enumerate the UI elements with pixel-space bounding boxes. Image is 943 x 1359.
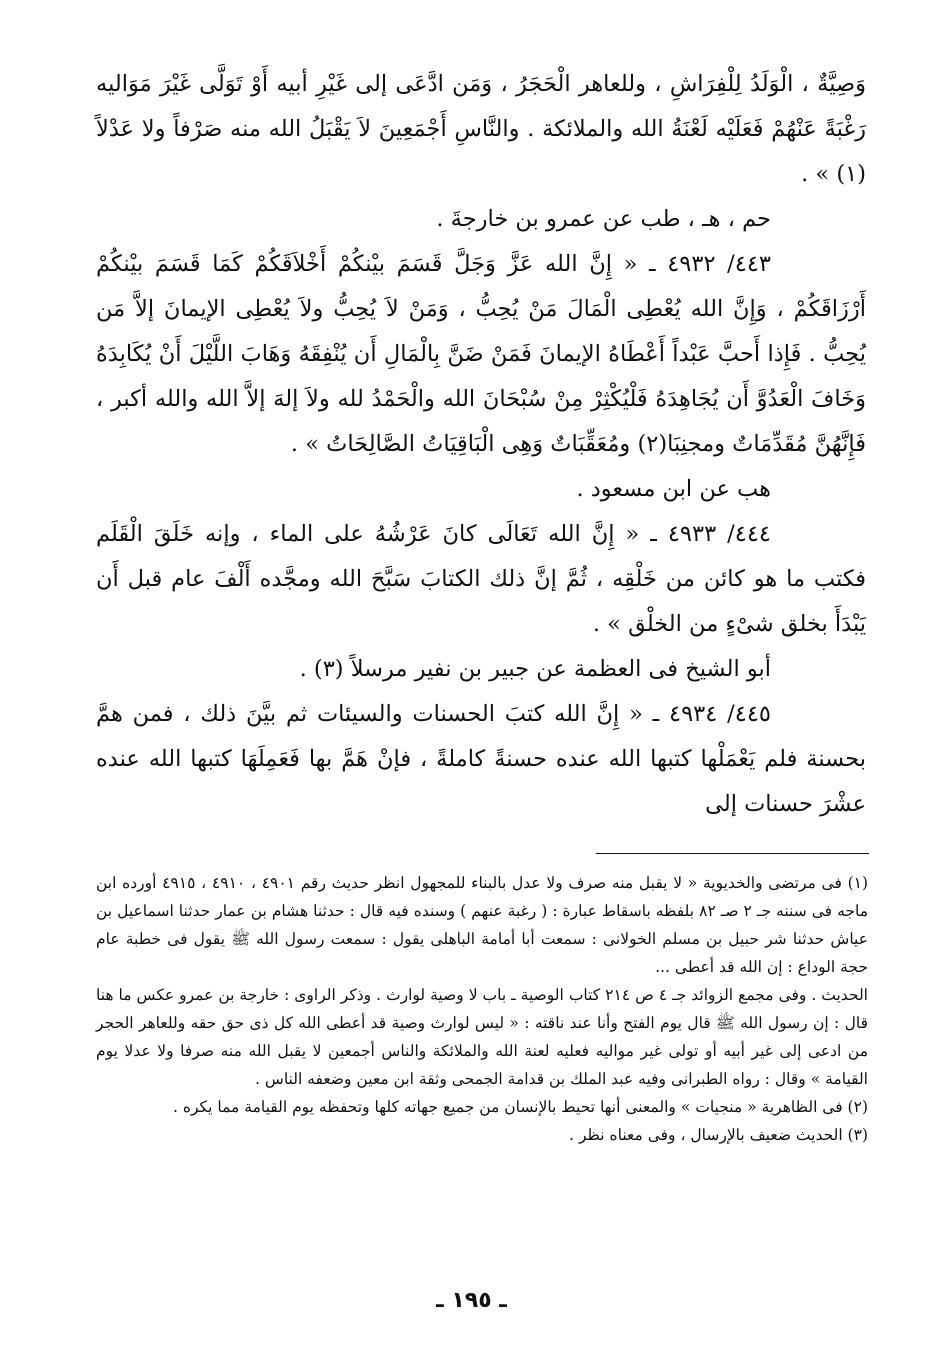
footnote-1: (١) فى مرتضى والخديوية « لا يقبل منه صرف ولا عدل بالبناء للمجهول انظر حديث رقم ٤٩٠١ ، ٤٩١٠ ، ٤٩١٥ أورده ابن ماجه فى سننه جـ ٢ صـ ٨٢ بلفظه باسقاط عبارة : ( رغبة عنهم ) وسنده فيه قال : حدثنا هشام بن عمار حدثنا اسماعيل بن عياش حدثنا شر حبيل بن مسلم الخولانى : سمعت أبا أمامة الباهلى يقول : سمعت رسول الله ﷺ يقول فى خطبة عام حجة الوداع : إن الله قد أعطى ... xyxy=(96,874,869,976)
hadith-source: هب عن ابن مسعود . xyxy=(576,476,771,502)
hadith-entry-4933: ٤٤٤/ ٤٩٣٣ ـ « إِنَّ الله تَعَالَى كانَ عَرْشُهُ على الماء ، وإنه خَلَقَ الْقَلَم فكتب ما هو كائن من خَلْقِه ، ثُمَّ إنَّ ذلك الكتابَ سَبَّحَ الله ومجَّده أَلْفَ عام قبل أَن يَبْدَأَ بخلق شىْءٍ من الخلْق » . xyxy=(96,521,866,637)
footnote-divider xyxy=(596,853,869,854)
footnote-2: (٢) فى الظاهرية « منجيات » والمعنى أنها تحيط بالإنسان من جميع جهاته كلها وتحفظه يوم القيامة مما يكره . xyxy=(173,1098,868,1116)
page-number: ـ ١٩٥ ـ xyxy=(436,1288,507,1313)
main-text xyxy=(96,62,866,827)
footnote-3: (٣) الحديث ضعيف بالإرسال ، وفى معناه نظر . xyxy=(569,1126,868,1144)
footnotes xyxy=(96,869,870,1149)
hadith-source: أبو الشيخ فى العظمة عن جبير بن نفير مرسلاً (٣) . xyxy=(299,656,771,682)
hadith-continuation: وَصِيَّةٌ ، الْوَلَدُ لِلْفِرَاشِ ، وللعاهر الْحَجَرُ ، وَمَن ادَّعَى إلى غَيْرِ أبيه أَوْ تَوَلَّى غَيْرَ مَوَاليه رَغْبَةً عَنْهُمْ فَعَلَيْه لَعْنَةُ الله والملائكة . والنَّاسِ أَجْمَعِينَ لاَ يَقْبَلُ الله منه صَرْفاً ولا عَدْلاً (١) » . xyxy=(96,71,866,187)
hadith-entry-4932: ٤٤٣/ ٤٩٣٢ ـ « إِنَّ الله عَزَّ وَجَلَّ قَسَمَ بيْنكُمْ أَخْلاَقَكُمْ كَمَا قَسَمَ بيْنكُمْ أَرْزَاقَكُمْ ، وَإِنَّ الله يُعْطِى الْمَالَ مَنْ يُحِبُّ ، وَمَنْ لاَ يُحِبُّ ولاَ يُعْطِى الإيمانَ إلاَّ مَن يُحِبُّ . فَإِذا أَحبَّ عَبْداً أَعْطَاهُ الإيمانَ فَمَنْ ضَنَّ بِالْمَالِ أَن يُنْفِقَهُ وَهَابَ اللَّيْلَ أَنْ يُكَابِدَهُ وَخَافَ الْعَدُوَّ أَن يُجَاهِدَهُ فَلْيُكْثِرْ مِنْ سُبْحَانَ الله والْحَمْدُ لله ولاَ إلهَ إلاَّ الله والله أكبر ، فَإِنَّهُنَّ مُقَدِّمَاتٌ ومجنِبَا(٢) ومُعَقِّبَاتٌ وَهِى الْبَاقِيَاتُ الصَّالِحَاتُ » . xyxy=(96,251,866,457)
hadith-source: حم ، هـ ، طب عن عمرو بن خارجةَ . xyxy=(436,206,771,232)
hadith-entry-4934: ٤٤٥/ ٤٩٣٤ ـ « إِنَّ الله كتبَ الحسنات والسيئات ثم بيَّنَ ذلك ، فمن همَّ بحسنة فلم يَعْمَلْها كتبها الله عنده حسنةً كاملةً ، فإنْ هَمَّ بها فَعَمِلَهَا كتبها الله عنده عشْرَ حسنات إلى xyxy=(96,701,866,817)
footnote-1-continued: الحديث . وفى مجمع الزوائد جـ ٤ ص ٢١٤ كتاب الوصية ـ باب لا وصية لوارث . وذكر الراوى : خارجة بن عمرو عكس ما هنا قال : إن رسول الله ﷺ قال يوم الفتح وأنا عند ناقته : « ليس لوارث وصية قد أعطى الله كل ذى حق حقه وللعاهر الحجر من ادعى إلى غير أبيه أو تولى غير مواليه فعليه لعنة الله والملائكة والناس أجمعين لا يقبل الله منه صرفا ولا عدلا يوم القيامة » وقال : رواه الطبرانى وفيه عبد الملك بن قدامة الجمحى وثقة ابن معين وضعفه الناس . xyxy=(96,986,868,1088)
